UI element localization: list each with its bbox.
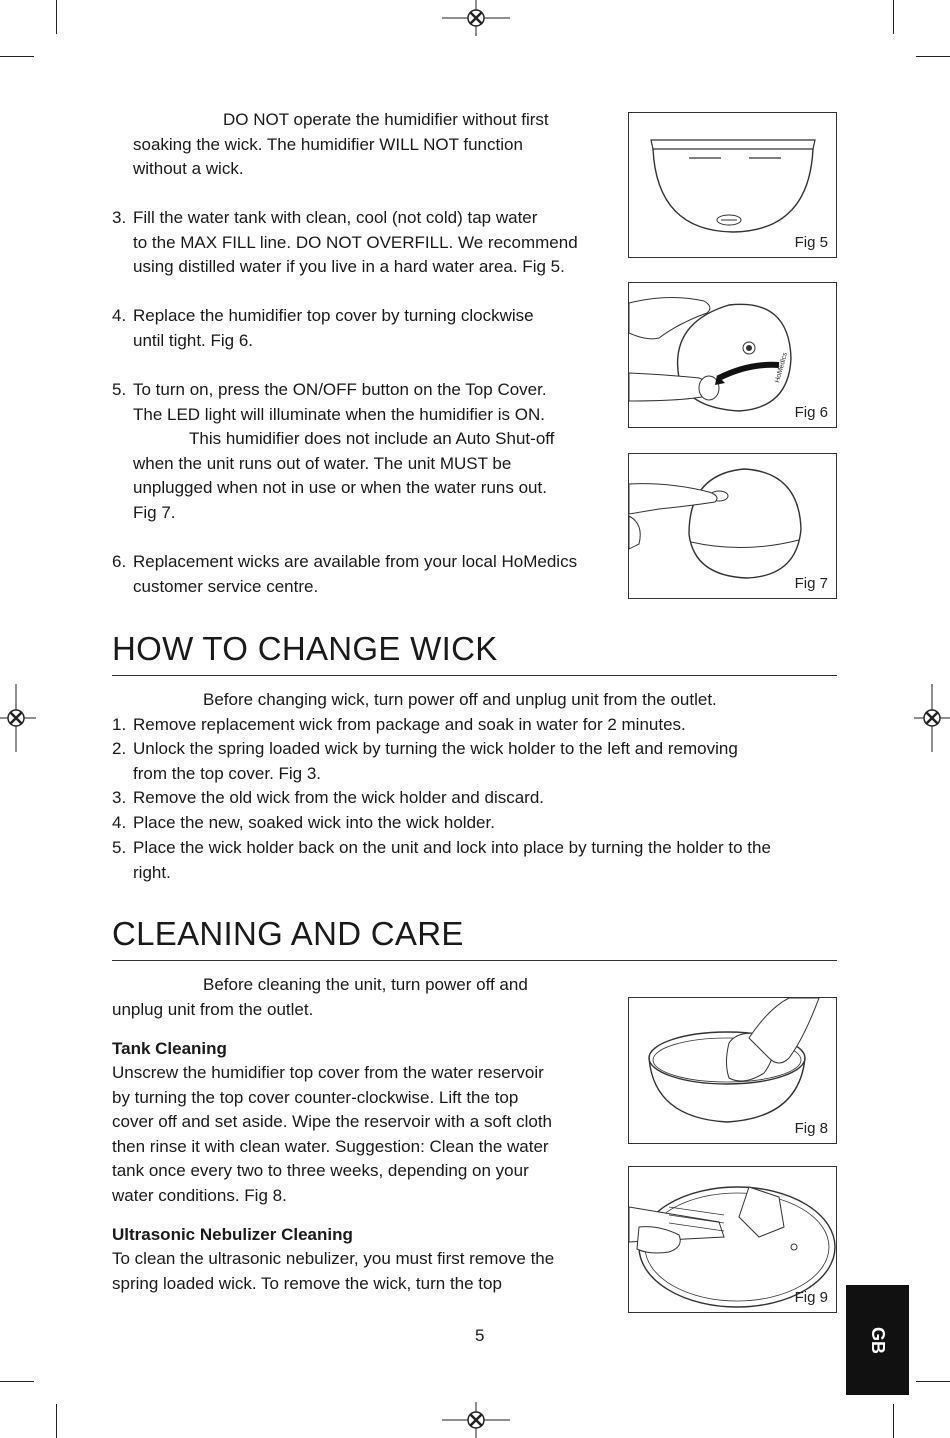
nebulizer-cleaning-title: Ultrasonic Nebulizer Cleaning [112,1225,353,1244]
crop-mark [916,1381,950,1382]
warning-line: without a wick. [133,159,244,179]
list-line: This humidifier does not include an Auto Shut-off [189,429,555,449]
device-brand-text: HoMedics [774,351,789,384]
paragraph-line: tank once every two to three weeks, depending on your [112,1161,529,1181]
paragraph-line: water conditions. Fig 8. [112,1185,287,1205]
list-line: Replace the humidifier top cover by turning clockwise [133,306,534,325]
nebulizer-cleaning-text [112,1247,612,1296]
registration-mark-icon [442,1402,510,1438]
section-divider [112,960,837,961]
figure-5 [628,112,837,258]
figure-caption: Fig 8 [794,1120,828,1137]
list-line: Place the new, soaked wick into the wick holder. [133,813,495,832]
section-heading-change-wick: HOW TO CHANGE WICK [112,630,498,667]
page-number: 5 [475,1326,485,1345]
registration-mark-icon [442,0,510,36]
figure-7 [628,453,837,599]
list-line: The LED light will illuminate when the humidifier is ON. [133,404,545,424]
list-line: from the top cover. Fig 3. [133,763,322,783]
list-number: 3. [112,788,127,807]
list-line: Fill the water tank with clean, cool (not cold) tap water [133,208,538,227]
list-line: until tight. Fig 6. [133,330,254,350]
tank-cleaning-title: Tank Cleaning [112,1039,227,1058]
change-wick-intro: Before changing wick, turn power off and unplug unit from the outlet. [203,690,717,709]
list-number: 1. [112,715,127,734]
figure-caption: Fig 7 [794,575,828,592]
warning-line: DO NOT operate the humidifier without first [223,110,549,129]
tank-cleaning-text [112,1061,612,1209]
figure-caption: Fig 6 [794,404,828,421]
list-line: customer service centre. [133,576,319,596]
paragraph-line: cover off and set aside. Wipe the reservoir with a soft cloth [112,1112,553,1132]
list-number: 5. [112,838,127,857]
section-heading-cleaning: CLEANING AND CARE [112,915,464,952]
paragraph-line: then rinse it with clean water. Suggestion: Clean the water [112,1136,549,1156]
list-number: 2. [112,739,127,758]
figure-caption: Fig 9 [794,1289,828,1306]
list-number: 3. [112,208,127,227]
list-line: to the MAX FILL line. DO NOT OVERFILL. We recommend [133,232,578,252]
crop-mark [0,1381,34,1382]
intro-line: Before cleaning the unit, turn power off and [203,975,528,994]
crop-mark [0,56,34,57]
list-number: 4. [112,306,127,325]
list-line: when the unit runs out of water. The unit MUST be [133,453,512,473]
list-line: using distilled water if you live in a hard water area. Fig 5. [133,257,565,277]
list-line: Replacement wicks are available from your local HoMedics [133,552,578,571]
list-line: Remove replacement wick from package and soak in water for 2 minutes. [133,715,686,734]
paragraph-line: To clean the ultrasonic nebulizer, you must first remove the [112,1249,555,1268]
figure-6 [628,282,837,428]
figure-8 [628,997,837,1144]
list-line: Remove the old wick from the wick holder and discard. [133,788,545,807]
list-line: To turn on, press the ON/OFF button on the Top Cover. [133,380,547,399]
crop-mark [916,56,950,57]
list-line: Place the wick holder back on the unit and lock into place by turning the holder to the [133,838,771,857]
list-number: 4. [112,813,127,832]
figure-caption: Fig 5 [794,234,828,251]
warning-paragraph [133,108,613,182]
paragraph-line: by turning the top cover counter-clockwise. Lift the top [112,1087,519,1107]
crop-mark [56,0,57,34]
paragraph-line: spring loaded wick. To remove the wick, turn the top [112,1273,502,1293]
section-divider [112,675,837,676]
list-line: Fig 7. [133,502,176,522]
intro-line: unplug unit from the outlet. [112,999,314,1019]
figure-9 [628,1166,837,1313]
crop-mark [56,1404,57,1438]
crop-mark [893,0,894,34]
registration-mark-icon [914,684,950,752]
list-number: 5. [112,380,127,399]
registration-mark-icon [0,684,36,752]
crop-mark [893,1404,894,1438]
list-number: 6. [112,552,127,571]
list-line: Unlock the spring loaded wick by turning the wick holder to the left and removing [133,739,738,758]
warning-line: soaking the wick. The humidifier WILL NOT function [133,134,523,154]
paragraph-line: Unscrew the humidifier top cover from the water reservoir [112,1063,544,1082]
language-tab-label: GB [868,1326,888,1354]
list-line: right. [133,862,171,882]
cleaning-intro [112,973,612,1022]
list-line: unplugged when not in use or when the water runs out. [133,478,547,498]
language-tab [846,1285,909,1395]
